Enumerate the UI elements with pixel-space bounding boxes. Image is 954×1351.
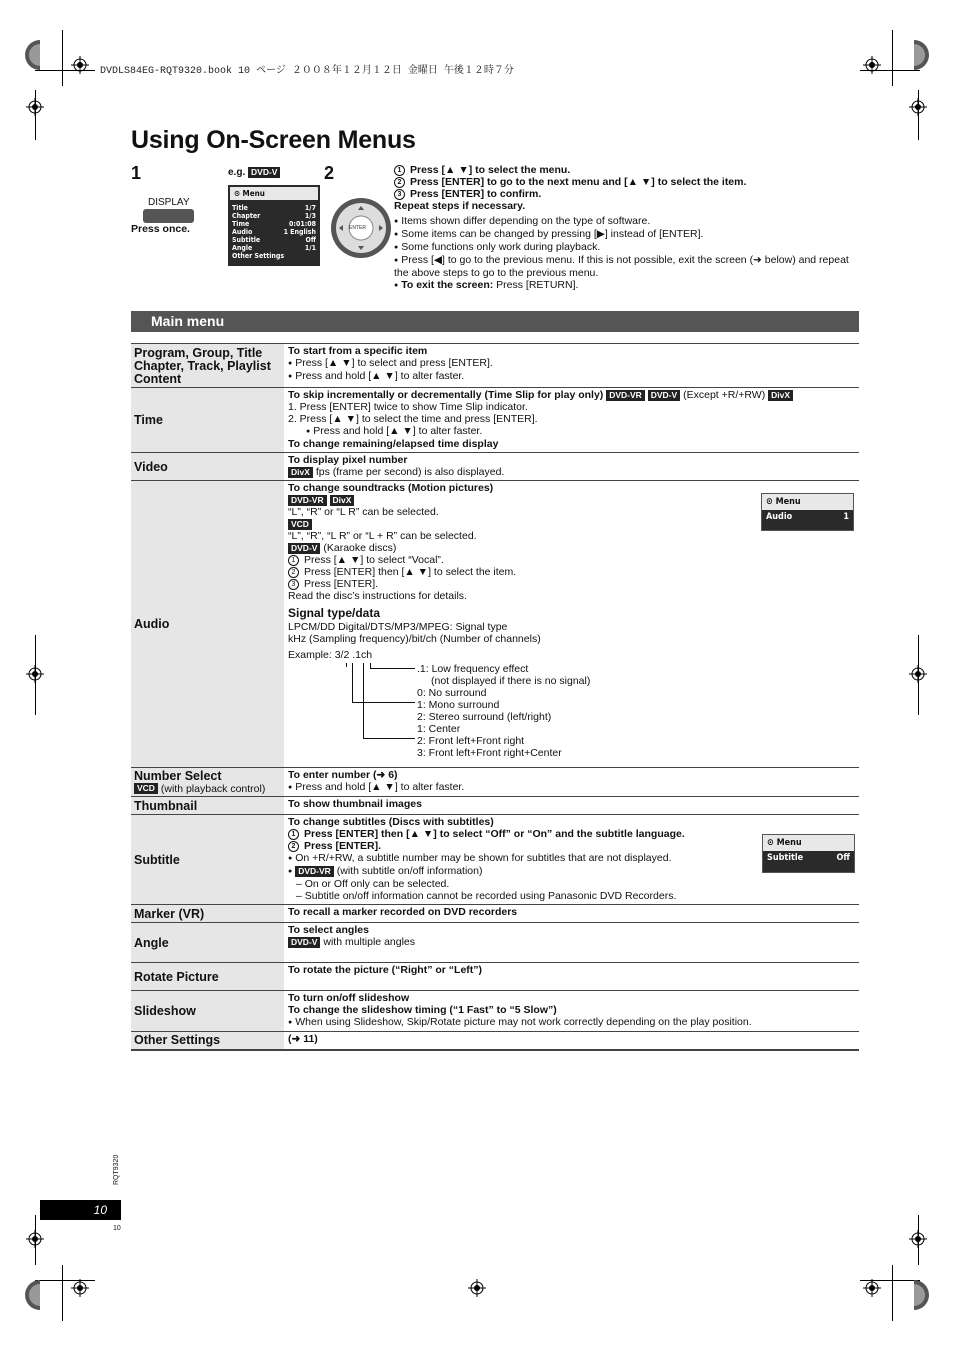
row-label: Rotate Picture [131,963,284,991]
color-calibration-wheel [914,1280,932,1310]
row-label: Thumbnail [131,797,284,815]
subtitle-osd-panel: ⊙ Menu Subtitle Off [762,834,855,873]
row-label: Other Settings [131,1032,284,1050]
registration-mark [909,665,927,683]
page-number-small: 10 [113,1225,121,1232]
registration-mark [71,1279,89,1297]
page-title: Using On-Screen Menus [131,126,416,154]
table-row: Subtitle To change subtitles (Discs with subtitles) 1 Press [ENTER] then [▲ ▼] to select “Off” or “On” and the subtitle language. 2 Press [ENTER]. ● On +R/+RW, a subtitle number may be shown for subtitles that are not displayed. ● DVD-VR (with subtitle on/off information) – On or Off only can be selected. – Subtitle on/off information cannot be recorded using Panasonic DVD Recorders. ⊙ Menu Subtitle Off [131,815,859,905]
row-label: Angle [131,923,284,963]
row-label: Slideshow [131,991,284,1032]
registration-mark [468,1279,486,1297]
page-number: 10 [40,1200,121,1220]
main-menu-header: Main menu [131,311,859,332]
row-label: Marker (VR) [131,905,284,923]
row-label: Time [131,388,284,453]
row-label: Subtitle [131,815,284,905]
color-calibration-wheel [22,40,40,70]
main-menu-table [131,343,859,1051]
example-osd-panel: ⊙ Menu Title 1/7 Chapter 1/3 Time 0:01:08 Audio 1 English Subtitle Off Angle 1/1 Other Settings [228,185,320,266]
table-row: Time To skip incrementally or decrementally (Time Slip for play only) DVD-VR DVD-V (Except +R/+RW) DivX 1. Press [ENTER] twice to show Time Slip indicator. 2. Press [▲ ▼] to select the time and press [ENTER]. ● Press and hold [▲ ▼] to alter faster. To change remaining/elapsed time display [131,388,859,453]
step-1-number: 1 [131,163,142,183]
table-row: Number Select VCD (with playback control) To enter number (➜ 6) ● Press and hold [▲ ▼] to alter faster. [131,768,859,797]
table-row: Video To display pixel number DivX fps (frame per second) is also displayed. [131,453,859,481]
display-button-label: DISPLAY [148,197,190,208]
registration-mark [26,1230,44,1248]
registration-mark [863,1279,881,1297]
enter-label: ENTER [349,225,366,231]
table-row: Other Settings (➜ 11) [131,1032,859,1050]
registration-mark [909,98,927,116]
table-row: Thumbnail To show thumbnail images [131,797,859,815]
row-label: Video [131,453,284,481]
table-row: Slideshow To turn on/off slideshow To change the slideshow timing (“1 Fast” to “5 Slow”) ● When using Slideshow, Skip/Rotate picture may not work correctly depending on the play position. [131,991,859,1032]
table-row: Rotate Picture To rotate the picture (“Right” or “Left”) [131,963,859,991]
color-calibration-wheel [914,40,932,70]
registration-mark [71,56,89,74]
registration-mark [863,56,881,74]
file-header: DVDLS84EG-RQT9320.book 10 ページ ２００８年１２月１２日 金曜日 午後１２時７分 [100,66,514,77]
table-row: Angle To select angles DVD-V with multiple angles [131,923,859,963]
step-2-number: 2 [324,163,335,183]
side-code: RQT9320 [113,1154,120,1185]
registration-mark [26,665,44,683]
row-label: Program, Group, Title Chapter, Track, Playlist Content [131,344,284,388]
press-once-text: Press once. [131,223,190,235]
table-row: Program, Group, Title Chapter, Track, Playlist Content To start from a specific item ● Press [▲ ▼] to select and press [ENTER]. ● Press and hold [▲ ▼] to alter faster. [131,344,859,388]
table-row: Marker (VR) To recall a marker recorded on DVD recorders [131,905,859,923]
color-calibration-wheel [22,1280,40,1310]
row-label: Number Select VCD (with playback control) [131,768,284,797]
registration-mark [909,1230,927,1248]
table-row: Audio To change soundtracks (Motion pictures) DVD-VR DivX “L”, “R” or “L R” can be selected. VCD “L”, “R”, “L R” or “L + R” can be selected. DVD-V (Karaoke discs) 1 Press [▲ ▼] to select “Vocal”. 2 Press [ENTER] then [▲ ▼] to select the item. 3 Press [ENTER]. Read the disc’s instructions for details. Signal type/data LPCM/DD Digital/DTS/MP3/MPEG: Signal type kHz (Sampling frequency)/bit/ch (Number of channels) Example: 3/2 .1ch .1: Low frequency effect (not displayed if there is no signal) 0: No surround 1: Mono surround 2: Stereo surround (left/right) 1: Center 2: Front left+Front right 3: Front left+Front right+Center ⊙ Menu Audio 1 [131,481,859,768]
example-label: e.g. DVD-V [228,167,280,178]
row-label: Audio [131,481,284,768]
display-button[interactable] [143,209,194,223]
instructions: 1 Press [▲ ▼] to select the menu. 2 Press [ENTER] to go to the next menu and [▲ ▼] to select the item. 3 Press [ENTER] to confirm. Repeat steps if necessary. ● Items shown differ depending on the type of software. ● Some items can be changed by pressing [▶] instead of [ENTER]. ● Some functions only work during playback. ● Press [◀] to go to the previous menu. If this is not possible, exit the screen (➜ below) and repeat the above steps to go to the previous menu. ● To exit the screen: Press [RETURN]. [394,164,854,292]
audio-osd-panel: ⊙ Menu Audio 1 [761,493,854,531]
registration-mark [26,98,44,116]
dvd-v-badge: DVD-V [248,167,280,178]
